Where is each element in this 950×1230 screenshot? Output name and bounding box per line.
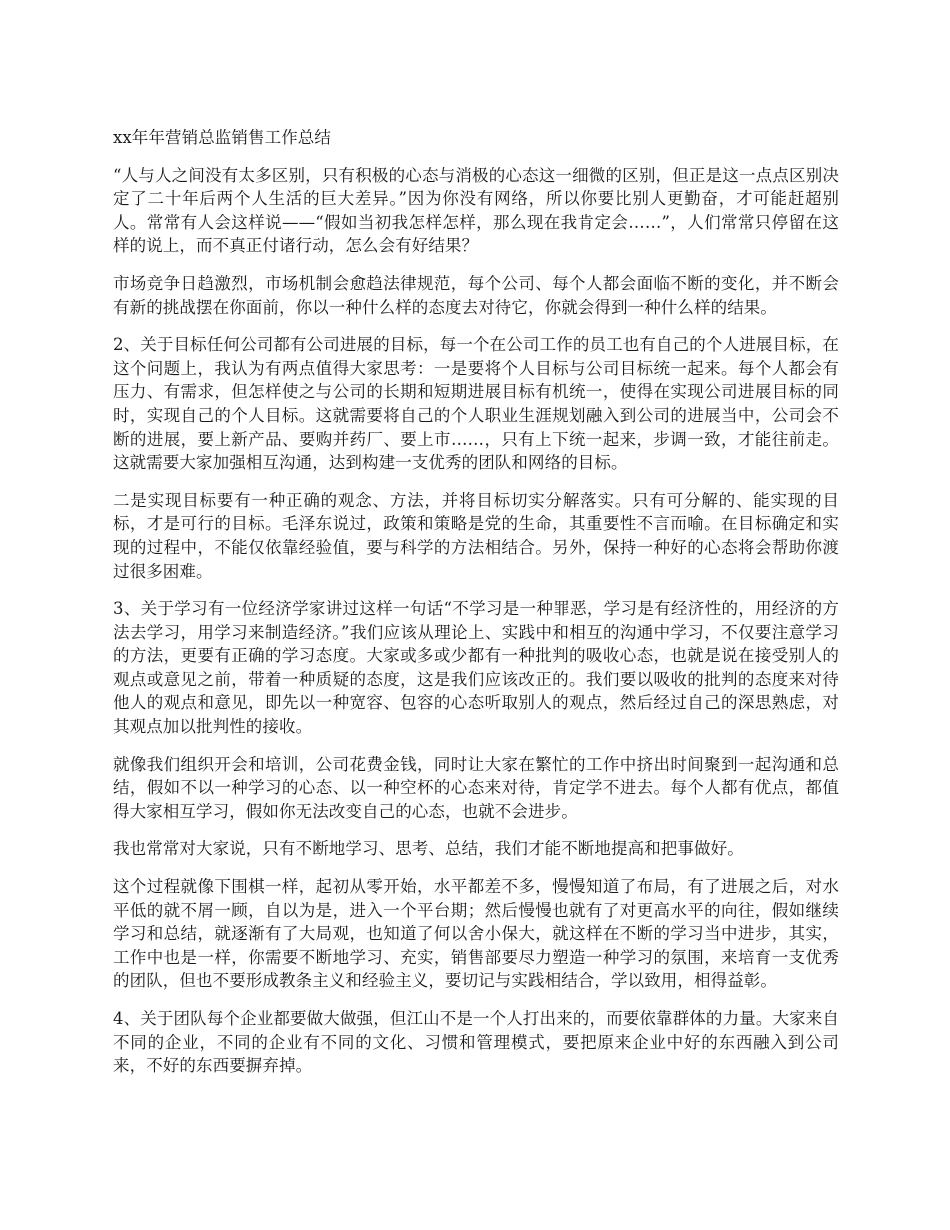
paragraph-2: 市场竞争日趋激烈，市场机制会愈趋法律规范，每个公司、每个人都会面临不断的变化，并不断会有新的挑战摆在你面前，你以一种什么样的态度去对待它，你就会得到一种什么样的结果。 (113, 273, 839, 317)
paragraph-4: 二是实现目标要有一种正确的观念、方法，并将目标切实分解落实。只有可分解的、能实现的目标，才是可行的目标。毛泽东说过，政策和策略是党的生命，其重要性不言而喻。在目标确定和实现的过程中，不能仅依靠经验值，要与科学的方法相结合。另外，保持一种好的心态将会帮助你渡过很多困难。 (113, 490, 839, 581)
paragraph-3-goals: 2、关于目标任何公司都有公司进展的目标，每一个在公司工作的员工也有自己的个人进展目标，在这个问题上，我认为有两点值得大家思考：一是要将个人目标与公司目标统一起来。每个人都会有压力、有需求，但怎样使之与公司的长期和短期进展目标有机统一，使得在实现公司进展目标的同时，实现自己的个人目标。这就需要将自己的个人职业生涯规划融入到公司的进展当中，公司会不断的进展，要上新产品、要购并药厂、要上市……，只有上下统一起来，步调一致，才能往前走。这就需要大家加强相互沟通，达到构建一支优秀的团队和网络的目标。 (113, 335, 839, 473)
paragraph-1: “人与人之间没有太多区别，只有积极的心态与消极的心态这一细微的区别，但正是这一点点区别决定了二十年后两个人生活的巨大差异。”因为你没有网络，所以你要比别人更勤奋，才可能赶超别人。常常有人会这样说——“假如当初我怎样怎样，那么现在我肯定会……”，人们常常只停留在这样的说上，而不真正付诸行动，怎么会有好结果？ (113, 165, 839, 256)
paragraph-8: 这个过程就像下围棋一样，起初从零开始，水平都差不多，慢慢知道了布局，有了进展之后，对水平低的就不屑一顾，自以为是，进入一个平台期；然后慢慢也就有了对更高水平的向往，假如继续学习和总结，就逐渐有了大局观，也知道了何以舍小保大，就这样在不断的学习当中进步，其实，工作中也是一样，你需要不断地学习、充实，销售部要尽力塑造一种学习的氛围，来培育一支优秀的团队，但也不要形成教条主义和经验主义，要切记与实践相结合，学以致用，相得益彰。 (113, 877, 839, 991)
document-page (113, 126, 839, 1092)
paragraph-5-learning: 3、关于学习有一位经济学家讲过这样一句话“不学习是一种罪恶，学习是有经济性的，用经济的方法去学习，用学习来制造经济。”我们应该从理论上、实践中和相互的沟通中学习，不仅要注意学习的方法，更要有正确的学习态度。大家或多或少都有一种批判的吸收心态，也就是说在接受别人的观点或意见之前，带着一种质疑的态度，这是我们应该改正的。我们要以吸收的批判的态度来对待他人的观点和意见，即先以一种宽容、包容的心态听取别人的观点，然后经过自己的深思熟虑，对其观点加以批判性的接收。 (113, 599, 839, 737)
paragraph-9-team: 4、关于团队每个企业都要做大做强，但江山不是一个人打出来的，而要依靠群体的力量。大家来自不同的企业，不同的企业有不同的文化、习惯和管理模式，要把原来企业中好的东西融入到公司来，不好的东西要摒弃掉。 (113, 1009, 839, 1076)
document-title: xx年年营销总监销售工作总结 (113, 128, 332, 147)
paragraph-7: 我也常常对大家说，只有不断地学习、思考、总结，我们才能不断地提高和把事做好。 (113, 839, 744, 859)
paragraph-6: 就像我们组织开会和培训，公司花费金钱，同时让大家在繁忙的工作中挤出时间聚到一起沟通和总结，假如不以一种学习的心态、以一种空杯的心态来对待，肯定学不进去。每个人都有优点，都值得大家相互学习，假如你无法改变自己的心态，也就不会进步。 (113, 754, 839, 821)
